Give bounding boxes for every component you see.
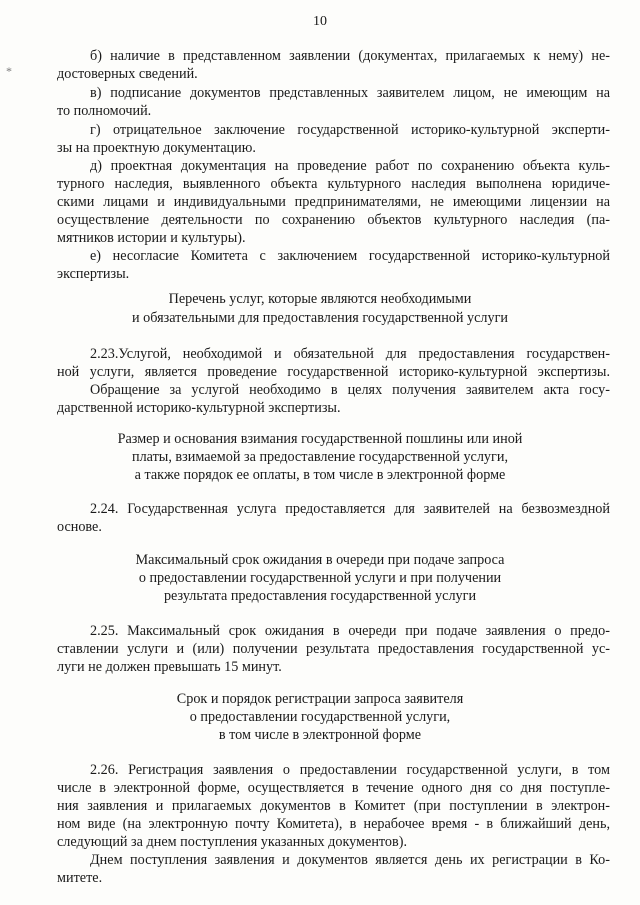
section-heading-registration-line-3: в том числе в электронной форме: [218, 727, 422, 743]
list-item-b-line-2: достоверных сведений.: [57, 66, 198, 82]
section-heading-services-line-1: Перечень услуг, которые являются необходимыми: [168, 291, 472, 307]
paragraph-2-24-line-2: основе.: [57, 519, 102, 535]
list-item-g-line-1: г) отрицательное заключение государственной историко-культурной эксперти-: [90, 122, 610, 138]
list-item-d-line-4: осуществление деятельности по сохранению объектов культурного наследия (па-: [57, 212, 610, 228]
paragraph-2-23-line-2: ной услуги, является проведение государственной историко-культурной экспертизы.: [57, 364, 610, 380]
section-heading-services-line-2: и обязательными для предоставления государственной услуги: [131, 310, 509, 326]
section-heading-registration-line-1: Срок и порядок регистрации запроса заявителя: [176, 691, 464, 707]
page-number: 10: [313, 14, 327, 29]
section-heading-registration-line-2: о предоставлении государственной услуги,: [189, 709, 451, 725]
list-item-d-line-1: д) проектная документация на проведение работ по сохранению объекта куль-: [90, 158, 610, 174]
paragraph-2-25-line-2: ставлении услуги и (или) получении результата предоставления государственной ус-: [57, 641, 610, 657]
paragraph-2-23-line-4: дарственной историко-культурной экспертизы.: [57, 400, 341, 416]
section-heading-waiting-line-1: Максимальный срок ожидания в очереди при подаче запроса: [135, 552, 505, 568]
margin-mark: *: [6, 64, 12, 78]
paragraph-2-26-line-5: следующий за днем поступления указанных документов).: [57, 834, 407, 850]
list-item-e-line-1: е) несогласие Комитета с заключением государственной историко-культурной: [90, 248, 610, 264]
list-item-v-line-1: в) подписание документов представленных заявителем лицом, не имеющим на: [90, 85, 610, 101]
section-heading-waiting-line-2: о предоставлении государственной услуги и при получении: [138, 570, 502, 586]
paragraph-2-24-line-1: 2.24. Государственная услуга предоставляется для заявителей на безвозмездной: [90, 501, 610, 517]
section-heading-waiting-line-3: результата предоставления государственной услуги: [163, 588, 477, 604]
list-item-d-line-5: мятников истории и культуры).: [57, 230, 246, 246]
paragraph-2-25-line-1: 2.25. Максимальный срок ожидания в очереди при подаче заявления о предо-: [90, 623, 610, 639]
list-item-d-line-3: скими лицами и индивидуальными предпринимателями, не имеющими лицензии на: [57, 194, 610, 210]
list-item-v-line-2: то полномочий.: [57, 103, 152, 119]
section-heading-fee-line-2: платы, взимаемой за предоставление государственной услуги,: [132, 449, 508, 465]
list-item-d-line-2: турного наследия, выявленного объекта культурного наследия выполнена юридиче-: [57, 176, 610, 192]
paragraph-2-23-line-3: Обращение за услугой необходимо в целях получения заявителем акта госу-: [90, 382, 610, 398]
section-heading-fee-line-3: а также порядок ее оплаты, в том числе в электронной форме: [134, 467, 506, 483]
paragraph-2-26-line-2: числе в электронной форме, осуществляется в течение одного дня со дня поступле-: [57, 780, 610, 796]
list-item-e-line-2: экспертизы.: [57, 266, 130, 282]
section-heading-fee-line-1: Размер и основания взимания государственной пошлины или иной: [117, 431, 523, 447]
paragraph-2-26-line-7: митете.: [57, 870, 103, 886]
paragraph-2-26-line-4: ном виде (на электронную почту Комитета), в нерабочее время - в ближайший день,: [57, 816, 610, 832]
list-item-g-line-2: зы на проектную документацию.: [57, 140, 256, 156]
paragraph-2-25-line-3: луги не должен превышать 15 минут.: [57, 659, 282, 675]
paragraph-2-26-line-6: Днем поступления заявления и документов является день их регистрации в Ко-: [90, 852, 610, 868]
paragraph-2-26-line-1: 2.26. Регистрация заявления о предоставлении государственной услуги, в том: [90, 762, 610, 778]
paragraph-2-23-line-1: 2.23.Услугой, необходимой и обязательной для предоставления государствен-: [90, 346, 610, 362]
list-item-b-line-1: б) наличие в представленном заявлении (документах, прилагаемых к нему) не-: [90, 48, 610, 64]
paragraph-2-26-line-3: ния заявления и прилагаемых документов в Комитет (при поступлении в электрон-: [57, 798, 610, 814]
